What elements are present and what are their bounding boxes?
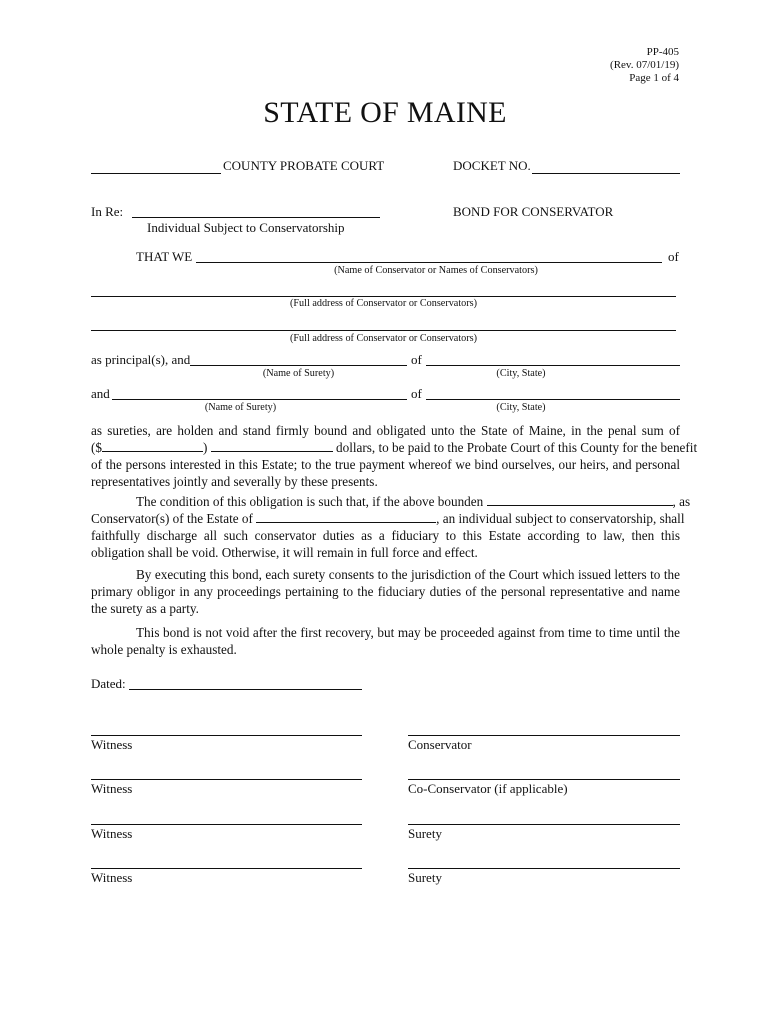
bounden-name-field[interactable] [487, 494, 673, 506]
docket-label: DOCKET NO. [453, 158, 531, 173]
and-of: of [411, 386, 422, 401]
sureties-close-paren: ) [203, 440, 208, 455]
in-re-caption: Individual Subject to Conservatorship [147, 220, 345, 235]
witness-label-2: Witness [91, 781, 133, 796]
dated-label: Dated: [91, 676, 126, 691]
sureties-open-paren: ($ [91, 440, 102, 455]
docket-number-field[interactable] [532, 173, 680, 174]
witness-label-3: Witness [91, 826, 133, 841]
condition-line-2-text: Conservator(s) of the Estate of [91, 511, 253, 526]
principal-of: of [411, 352, 422, 367]
condition-paragraph [91, 493, 691, 561]
address-field-1[interactable] [91, 296, 676, 297]
surety-name-caption-2: (Name of Surety) [204, 402, 277, 413]
estate-name-field[interactable] [256, 511, 436, 523]
surety-city-caption-2: (City, State) [496, 402, 546, 413]
form-number: PP-405 [646, 46, 679, 58]
conservator-name-caption: (Name of Conservator or Names of Conservators) [334, 265, 538, 276]
surety-label-2: Surety [408, 870, 442, 885]
condition-line-1-end: , as [672, 494, 691, 509]
co-conservator-label: Co-Conservator (if applicable) [408, 781, 568, 796]
witness-signature-line-3[interactable] [91, 824, 362, 825]
condition-line-2 [91, 510, 685, 527]
county-label: COUNTY PROBATE COURT [223, 158, 385, 173]
co-conservator-signature-line[interactable] [408, 779, 680, 780]
that-we-label: THAT WE [136, 249, 193, 264]
surety-city-field-2[interactable] [426, 399, 680, 400]
bond-title: BOND FOR CONSERVATOR [453, 204, 614, 219]
address-field-2[interactable] [91, 330, 676, 331]
witness-signature-line-4[interactable] [91, 868, 362, 869]
that-we-of: of [668, 249, 679, 264]
form-header [610, 46, 679, 85]
form-revision: (Rev. 07/01/19) [610, 59, 679, 71]
address-caption-2: (Full address of Conservator or Conservators) [289, 333, 478, 344]
witness-signature-line-1[interactable] [91, 735, 362, 736]
and-label: and [91, 386, 110, 401]
condition-line-2-end: , an individual subject to conservatorship, shall [436, 511, 685, 526]
in-re-name-field[interactable] [132, 217, 380, 218]
executing-paragraph: By executing this bond, each surety consents to the jurisdiction of the Court which issued letters to the primary obligor in any proceedings pertaining to the fiduciary duties of the personal representative and name the surety as a party. [91, 567, 680, 616]
principal-label: as principal(s), and [91, 352, 191, 367]
penal-sum-words-field[interactable] [211, 440, 333, 452]
witness-label-1: Witness [91, 737, 133, 752]
witness-label-4: Witness [91, 870, 133, 885]
surety-name-field-1[interactable] [190, 365, 407, 366]
condition-line-1 [91, 493, 691, 510]
sureties-line-2-rest: dollars, to be paid to the Probate Court of this County for the benefit [336, 440, 698, 455]
sureties-line-2 [91, 439, 698, 456]
address-caption-1: (Full address of Conservator or Conservators) [289, 298, 478, 309]
surety-city-field-1[interactable] [426, 365, 680, 366]
sureties-paragraph [91, 422, 698, 490]
surety-name-caption-1: (Name of Surety) [262, 368, 335, 379]
penal-sum-numeric-field[interactable] [102, 440, 203, 452]
sureties-line-3: of the persons interested in this Estate; to the true payment whereof we bind ourselves, our heirs, and personal representatives jointly and severally by these presents. [91, 457, 680, 489]
condition-line-1-text: The condition of this obligation is such that, if the above bounden [136, 494, 484, 509]
witness-signature-line-2[interactable] [91, 779, 362, 780]
surety-name-field-2[interactable] [112, 399, 407, 400]
in-re-label: In Re: [91, 204, 124, 219]
page-indicator: Page 1 of 4 [629, 72, 679, 84]
dated-field[interactable] [129, 689, 362, 690]
conservator-name-field[interactable] [196, 262, 662, 263]
surety-label-1: Surety [408, 826, 442, 841]
surety-city-caption-1: (City, State) [496, 368, 546, 379]
condition-line-3: faithfully discharge all such conservator duties as a fiduciary to this Estate according to law, then this obligation shall be void. Otherwise, it will remain in full force and effect. [91, 528, 680, 560]
surety-signature-line-1[interactable] [408, 824, 680, 825]
conservator-signature-line[interactable] [408, 735, 680, 736]
sureties-line-1: as sureties, are holden and stand firmly bound and obligated unto the State of Maine, in the penal sum of [91, 423, 680, 438]
page-title: STATE OF MAINE [263, 96, 507, 129]
surety-signature-line-2[interactable] [408, 868, 680, 869]
county-field[interactable] [91, 173, 221, 174]
not-void-paragraph: This bond is not void after the first recovery, but may be proceeded against from time to time until the whole penalty is exhausted. [91, 625, 680, 657]
conservator-label: Conservator [408, 737, 472, 752]
